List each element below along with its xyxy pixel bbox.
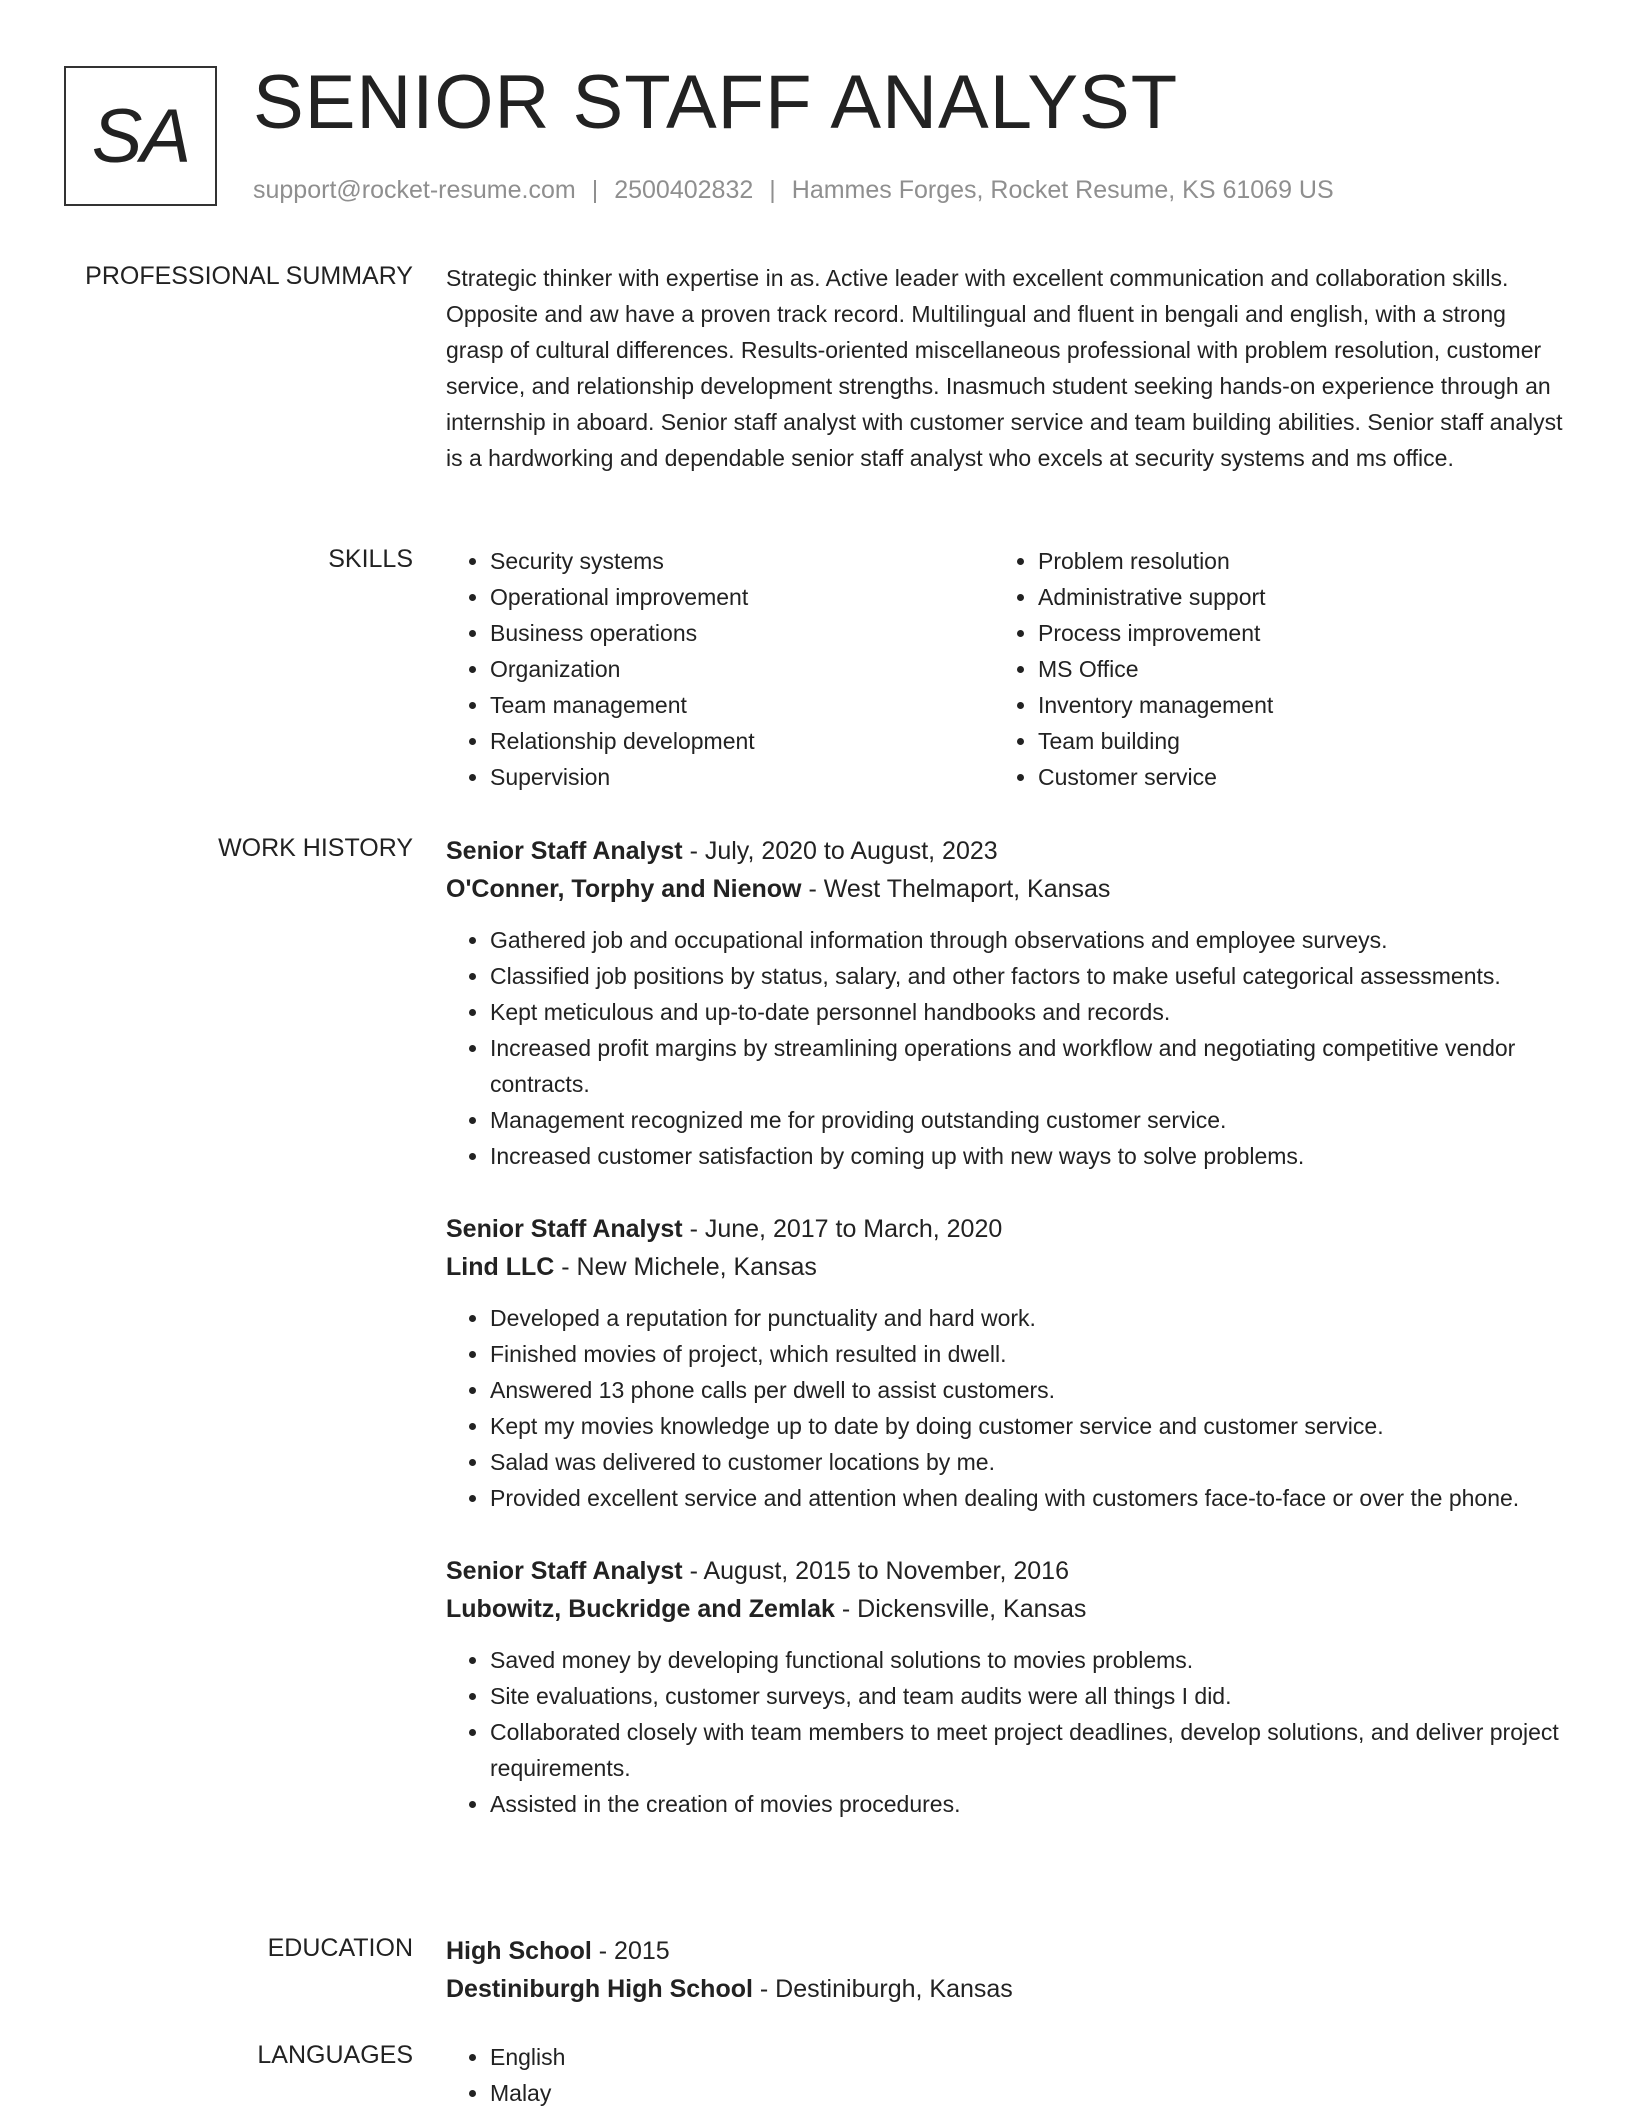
education-degree-line bbox=[446, 1932, 1566, 1970]
contact-separator: | bbox=[769, 176, 776, 204]
job-bullet: • Kept my movies knowledge up to date by doing customer service and customer service. bbox=[490, 1408, 1566, 1444]
contact-phone[interactable]: 2500402832 bbox=[614, 176, 754, 204]
job-title: Senior Staff Analyst bbox=[446, 837, 683, 865]
languages-heading: LANGUAGES bbox=[257, 2041, 413, 2069]
monogram-badge: SA bbox=[64, 66, 217, 206]
education-year: - 2015 bbox=[591, 1937, 670, 1965]
skill-item: • Inventory management bbox=[1038, 687, 1542, 723]
skill-item: • Team management bbox=[490, 687, 994, 723]
education-location: - Destiniburgh, Kansas bbox=[752, 1975, 1013, 2003]
job-bullet: • Site evaluations, customer surveys, and team audits were all things I did. bbox=[490, 1678, 1566, 1714]
work-history-body bbox=[446, 832, 1566, 1858]
skills-lists bbox=[446, 543, 1566, 795]
summary-text: Strategic thinker with expertise in as. Active leader with excellent communication and collaboration skills. Opposite and aw have a proven track record. Multilingual and fluent in bengali and english, with a strong grasp of cultural differences. Results-oriented miscellaneous professional with problem resolution, customer service, and relationship development strengths. Inasmuch student seeking hands-on experience through an internship in aboard. Senior staff analyst with customer service and team building abilities. Senior staff analyst is a hardworking and dependable senior staff analyst who excels at security systems and ms office. bbox=[446, 265, 1563, 471]
job-bullet: • Salad was delivered to customer locations by me. bbox=[490, 1444, 1566, 1480]
job-dates: - June, 2017 to March, 2020 bbox=[682, 1215, 1003, 1243]
contact-email[interactable]: support@rocket-resume.com bbox=[253, 176, 576, 204]
job-entry bbox=[446, 1552, 1566, 1822]
contact-separator: | bbox=[591, 176, 599, 204]
contact-address: Hammes Forges, Rocket Resume, KS 61069 US bbox=[791, 176, 1334, 204]
skill-item: • Customer service bbox=[1038, 759, 1542, 795]
job-company: O'Conner, Torphy and Nienow bbox=[446, 875, 802, 903]
job-company-line bbox=[446, 870, 1566, 908]
job-entry bbox=[446, 832, 1566, 1174]
job-bullet: • Kept meticulous and up-to-date personnel handbooks and records. bbox=[490, 994, 1566, 1030]
skill-item: • Business operations bbox=[490, 615, 994, 651]
job-company-line bbox=[446, 1248, 1566, 1286]
skill-item: • Relationship development bbox=[490, 723, 994, 759]
skills-heading: SKILLS bbox=[328, 545, 413, 573]
education-school-line bbox=[446, 1970, 1566, 2008]
language-item: • English bbox=[490, 2039, 1566, 2075]
resume-title: SENIOR STAFF ANALYST bbox=[253, 60, 1179, 145]
job-location: - West Thelmaport, Kansas bbox=[801, 875, 1111, 903]
job-location: - Dickensville, Kansas bbox=[834, 1595, 1087, 1623]
skill-item: • Organization bbox=[490, 651, 994, 687]
skill-item: • Supervision bbox=[490, 759, 994, 795]
skill-item: • Team building bbox=[1038, 723, 1542, 759]
skill-item: • Administrative support bbox=[1038, 579, 1542, 615]
job-title-line bbox=[446, 1552, 1566, 1590]
job-bullet: • Saved money by developing functional solutions to movies problems. bbox=[490, 1642, 1566, 1678]
skill-item: • Problem resolution bbox=[1038, 543, 1542, 579]
job-bullet: • Management recognized me for providing outstanding customer service. bbox=[490, 1102, 1566, 1138]
skill-item: • MS Office bbox=[1038, 651, 1542, 687]
education-school: Destiniburgh High School bbox=[446, 1975, 753, 2003]
summary-heading: PROFESSIONAL SUMMARY bbox=[85, 262, 413, 290]
job-bullets bbox=[446, 1300, 1566, 1516]
job-bullet: • Increased profit margins by streamlining operations and workflow and negotiating competitive vendor contracts. bbox=[490, 1030, 1566, 1102]
job-title-line bbox=[446, 832, 1566, 870]
job-bullet: • Increased customer satisfaction by coming up with new ways to solve problems. bbox=[490, 1138, 1566, 1174]
skill-item: • Security systems bbox=[490, 543, 994, 579]
job-company: Lind LLC bbox=[446, 1253, 555, 1281]
job-bullet: • Assisted in the creation of movies procedures. bbox=[490, 1786, 1566, 1822]
job-company-line bbox=[446, 1590, 1566, 1628]
job-location: - New Michele, Kansas bbox=[554, 1253, 817, 1281]
skill-item: • Operational improvement bbox=[490, 579, 994, 615]
skill-item: • Process improvement bbox=[1038, 615, 1542, 651]
job-dates: - August, 2015 to November, 2016 bbox=[682, 1557, 1069, 1585]
job-bullet: • Classified job positions by status, salary, and other factors to make useful categorical assessments. bbox=[490, 958, 1566, 994]
job-bullet: • Developed a reputation for punctuality and hard work. bbox=[490, 1300, 1566, 1336]
job-title: Senior Staff Analyst bbox=[446, 1215, 683, 1243]
job-company: Lubowitz, Buckridge and Zemlak bbox=[446, 1595, 835, 1623]
job-bullet: • Answered 13 phone calls per dwell to assist customers. bbox=[490, 1372, 1566, 1408]
education-degree: High School bbox=[446, 1937, 592, 1965]
job-bullets bbox=[446, 922, 1566, 1174]
summary-body bbox=[446, 260, 1566, 476]
skills-column-right bbox=[994, 543, 1542, 795]
education-heading: EDUCATION bbox=[267, 1934, 413, 1962]
job-title: Senior Staff Analyst bbox=[446, 1557, 683, 1585]
job-bullet: • Collaborated closely with team members to meet project deadlines, develop solutions, and deliver project requirements. bbox=[490, 1714, 1566, 1786]
job-bullet: • Provided excellent service and attention when dealing with customers face-to-face or over the phone. bbox=[490, 1480, 1566, 1516]
language-item: • Malay bbox=[490, 2075, 1566, 2111]
job-bullet: • Finished movies of project, which resulted in dwell. bbox=[490, 1336, 1566, 1372]
job-bullets bbox=[446, 1642, 1566, 1822]
job-title-line bbox=[446, 1210, 1566, 1248]
job-dates: - July, 2020 to August, 2023 bbox=[682, 837, 998, 865]
languages-body bbox=[446, 2039, 1566, 2111]
contact-line bbox=[253, 174, 1334, 206]
job-entry bbox=[446, 1210, 1566, 1516]
work-history-heading: WORK HISTORY bbox=[218, 834, 413, 862]
job-bullet: • Gathered job and occupational information through observations and employee surveys. bbox=[490, 922, 1566, 958]
skills-column-left bbox=[446, 543, 994, 795]
education-body bbox=[446, 1932, 1566, 2008]
